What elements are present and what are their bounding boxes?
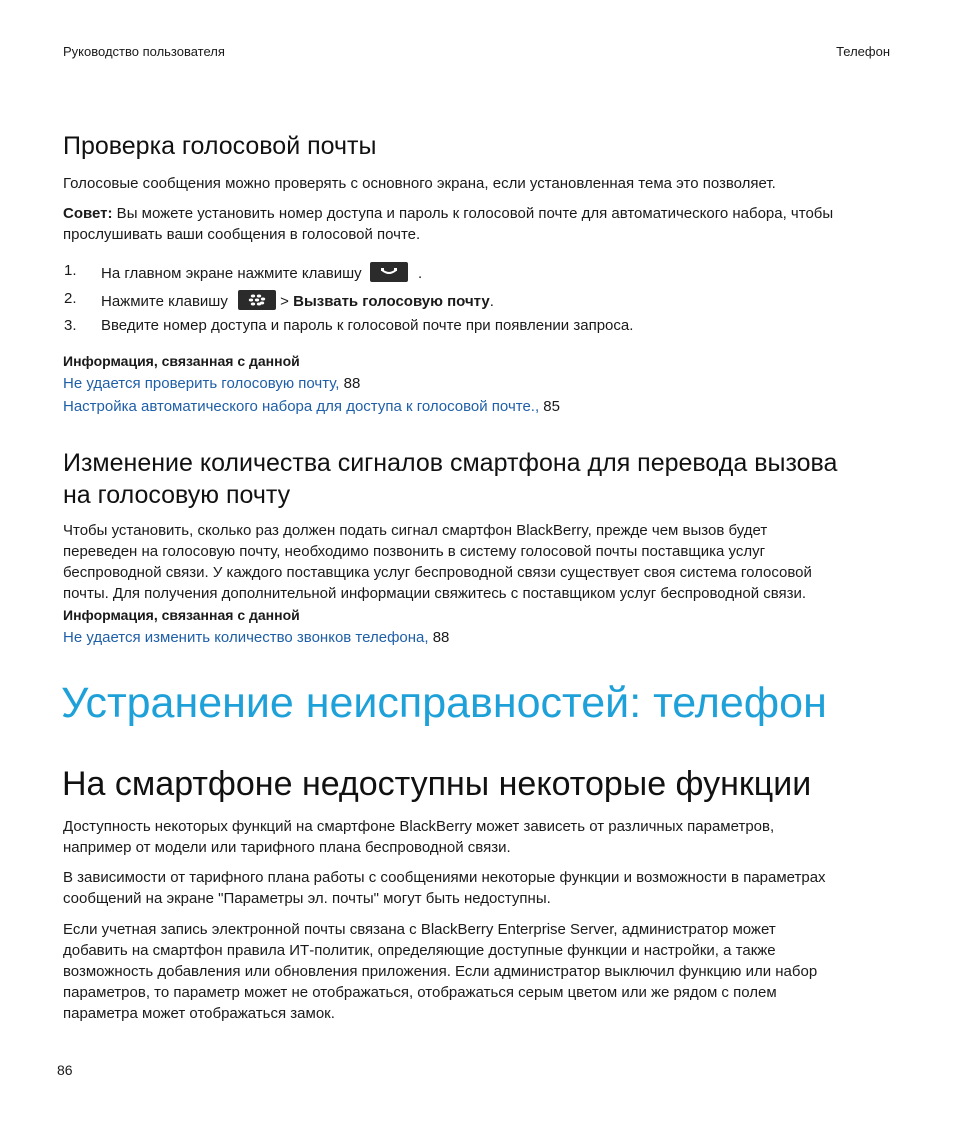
related-link-item[interactable]: [63, 373, 360, 394]
paragraph-line: переведен на голосовую почту, необходимо позвонить в систему голосовой почты поставщика услуг: [63, 543, 766, 560]
section-title-ring-count: [63, 447, 837, 511]
step-number: 3.: [64, 317, 77, 334]
tip-paragraph: [63, 203, 893, 245]
step-text: На главном экране нажмите клавишу: [101, 265, 362, 282]
related-link[interactable]: Не удается проверить голосовую почту,: [63, 375, 340, 392]
section-title-line: Изменение количества сигналов смартфона для перевода вызова: [63, 449, 838, 477]
section-title-unavailable-features: На смартфоне недоступны некоторые функции: [62, 765, 812, 803]
paragraph-line: параметра может отображаться замок.: [63, 1005, 335, 1022]
related-info-label: Информация, связанная с данной: [63, 607, 300, 623]
paragraph: [63, 816, 774, 858]
related-page-number: 88: [428, 629, 450, 646]
running-header-right: Телефон: [836, 44, 890, 59]
menu-command-voicemail: Вызвать голосовую почту: [293, 293, 490, 310]
chapter-title: Устранение неисправностей: телефон: [61, 679, 827, 727]
related-link[interactable]: Настройка автоматического набора для доступа к голосовой почте.,: [63, 398, 540, 415]
related-page-number: 88: [339, 375, 361, 392]
intro-paragraph: Голосовые сообщения можно проверять с основного экрана, если установленная тема это позволяет.: [63, 175, 776, 192]
paragraph-line: почты. Для получения дополнительной информации свяжитесь с поставщиком услуг беспроводной связи.: [63, 585, 807, 602]
paragraph-line: сообщений на экране "Параметры эл. почты" могут быть недоступны.: [63, 890, 551, 907]
step-text-end: .: [417, 265, 423, 282]
paragraph-line: Доступность некоторых функций на смартфоне BlackBerry может зависеть от различных параметров,: [63, 818, 775, 835]
related-info-label: Информация, связанная с данной: [63, 353, 300, 369]
blackberry-menu-key-icon: [238, 290, 276, 310]
step-number: 1.: [64, 262, 77, 279]
paragraph: [63, 867, 826, 909]
step-text: Введите номер доступа и пароль к голосовой почте при появлении запроса.: [101, 317, 634, 334]
paragraph-line: добавить на смартфон правила ИТ-политик, определяющие доступные функции и настройки, а также: [63, 942, 776, 959]
paragraph-line: параметров, то параметр может не отображаться, отображаться серым цветом или же рядом с полем: [63, 984, 777, 1001]
tip-text: Вы можете установить номер доступа и пароль к голосовой почте для автоматического набора, чтобы: [112, 205, 834, 222]
section-title-line: на голосовую почту: [63, 481, 291, 509]
paragraph-line: например от модели или тарифного плана беспроводной связи.: [63, 839, 511, 856]
paragraph-line: Если учетная запись электронной почты связана с BlackBerry Enterprise Server, администратор может: [63, 921, 776, 938]
paragraph-line: В зависимости от тарифного плана работы с сообщениями некоторые функции и возможности в параметрах: [63, 869, 826, 886]
step-text: Нажмите клавишу: [101, 293, 228, 310]
tip-text-line2: прослушивать ваши сообщения в голосовой почте.: [63, 226, 421, 243]
phone-send-key-icon: [370, 262, 408, 282]
section-title-check-voicemail: Проверка голосовой почты: [63, 132, 377, 160]
related-link-item[interactable]: [63, 627, 449, 648]
step-number: 2.: [64, 290, 77, 307]
paragraph: [63, 919, 817, 1024]
tip-label: Совет:: [63, 205, 113, 222]
paragraph-line: Чтобы установить, сколько раз должен подать сигнал смартфон BlackBerry, прежде чем вызов будет: [63, 522, 768, 539]
ring-count-paragraph: [63, 520, 812, 604]
page-number: 86: [57, 1062, 73, 1078]
running-header-left: Руководство пользователя: [63, 44, 225, 59]
related-link-item[interactable]: [63, 396, 560, 417]
step-text-end: .: [489, 293, 494, 310]
paragraph-line: беспроводной связи. У каждого поставщика услуг беспроводной связи существует своя система голосовой: [63, 564, 812, 581]
related-link[interactable]: Не удается изменить количество звонков телефона,: [63, 629, 429, 646]
paragraph-line: возможность добавления или обновления приложения. Если администратор выключил функцию или набор: [63, 963, 818, 980]
step-separator: >: [276, 293, 294, 310]
related-page-number: 85: [539, 398, 560, 415]
